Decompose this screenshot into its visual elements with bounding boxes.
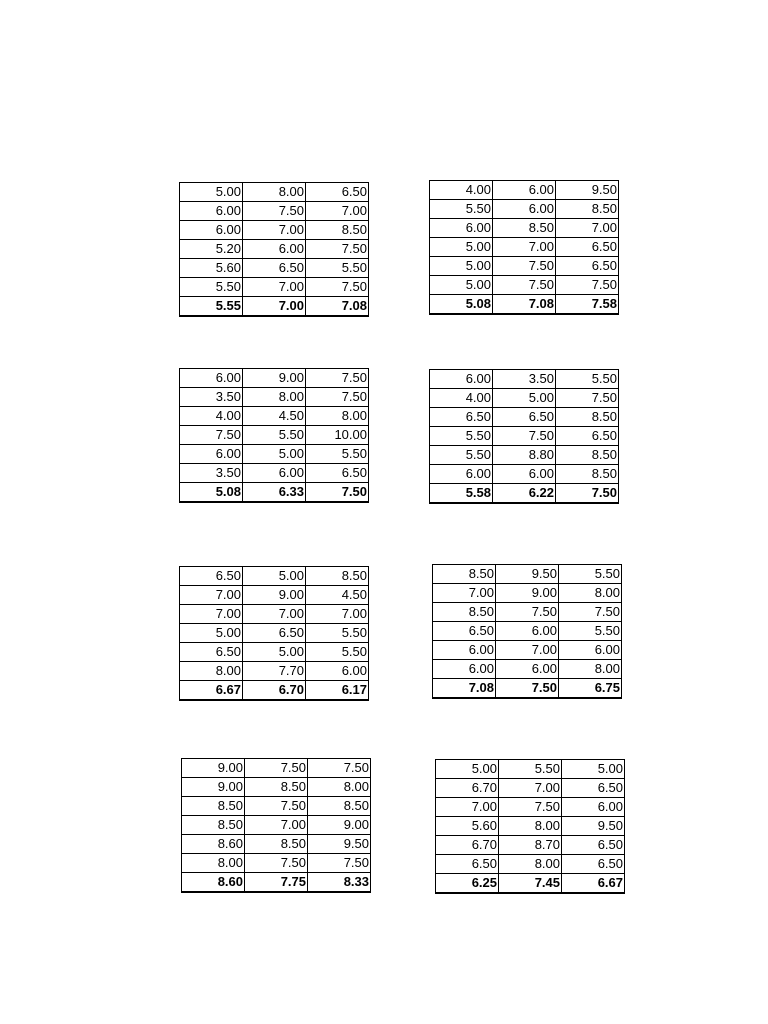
table-row (180, 624, 369, 643)
table-cell: 5.00 (562, 760, 625, 779)
table-cell: 8.00 (499, 855, 562, 874)
summary-cell: 7.08 (493, 295, 556, 315)
score-table-8 (435, 759, 625, 894)
table-cell: 7.50 (559, 603, 622, 622)
table-cell: 6.00 (493, 181, 556, 200)
table-row (436, 836, 625, 855)
table-cell: 8.50 (493, 219, 556, 238)
table-cell: 8.00 (499, 817, 562, 836)
table-cell: 8.00 (306, 407, 369, 426)
table-cell: 5.00 (430, 276, 493, 295)
table-row (430, 446, 619, 465)
table-cell: 6.00 (243, 464, 306, 483)
table-cell: 6.00 (430, 465, 493, 484)
table-cell: 5.00 (430, 238, 493, 257)
table-cell: 5.50 (499, 760, 562, 779)
summary-cell: 7.08 (306, 297, 369, 317)
table-cell: 6.00 (430, 370, 493, 389)
table-cell: 6.50 (430, 408, 493, 427)
summary-row (180, 483, 369, 503)
table-cell: 7.00 (433, 584, 496, 603)
table-cell: 7.00 (243, 221, 306, 240)
table-row (180, 445, 369, 464)
summary-cell: 5.08 (430, 295, 493, 315)
table-row (182, 854, 371, 873)
score-table-6 (432, 564, 622, 699)
table-cell: 6.00 (180, 221, 243, 240)
table-row (180, 259, 369, 278)
table-cell: 6.50 (180, 643, 243, 662)
table-cell: 8.50 (182, 816, 245, 835)
table-row (436, 760, 625, 779)
table-cell: 8.50 (245, 835, 308, 854)
table-row (180, 240, 369, 259)
table-cell: 8.00 (559, 584, 622, 603)
table-row (433, 641, 622, 660)
summary-cell: 5.08 (180, 483, 243, 503)
table-row (180, 586, 369, 605)
table-cell: 6.50 (433, 622, 496, 641)
table-cell: 8.60 (182, 835, 245, 854)
table-cell: 6.00 (562, 798, 625, 817)
table-cell: 8.50 (306, 567, 369, 586)
table-cell: 6.00 (180, 369, 243, 388)
table-cell: 6.50 (180, 567, 243, 586)
table-cell: 7.50 (245, 759, 308, 778)
table-row (180, 662, 369, 681)
table-cell: 8.00 (243, 388, 306, 407)
table-cell: 7.00 (243, 605, 306, 624)
table-cell: 7.50 (493, 427, 556, 446)
table-cell: 8.50 (306, 221, 369, 240)
table-cell: 9.00 (182, 759, 245, 778)
table-row (436, 855, 625, 874)
score-table-2 (429, 180, 619, 315)
table-cell: 5.00 (180, 183, 243, 202)
summary-cell: 8.33 (308, 873, 371, 893)
table-cell: 5.50 (306, 643, 369, 662)
table-cell: 8.50 (556, 200, 619, 219)
table-cell: 7.00 (496, 641, 559, 660)
summary-cell: 5.58 (430, 484, 493, 504)
table-row (433, 660, 622, 679)
summary-row (436, 874, 625, 894)
summary-cell: 7.75 (245, 873, 308, 893)
summary-cell: 6.70 (243, 681, 306, 701)
table-cell: 5.50 (306, 259, 369, 278)
table-cell: 7.00 (499, 779, 562, 798)
summary-cell: 7.58 (556, 295, 619, 315)
table-cell: 5.00 (493, 389, 556, 408)
table-row (433, 584, 622, 603)
score-table-3 (179, 368, 369, 503)
table-cell: 9.00 (243, 369, 306, 388)
table-row (430, 465, 619, 484)
summary-cell: 6.67 (180, 681, 243, 701)
table-cell: 7.00 (306, 202, 369, 221)
summary-cell: 6.17 (306, 681, 369, 701)
table-cell: 6.50 (562, 836, 625, 855)
table-cell: 5.50 (180, 278, 243, 297)
table-cell: 5.00 (243, 567, 306, 586)
table-cell: 5.50 (306, 445, 369, 464)
table-row (180, 278, 369, 297)
table-cell: 5.00 (430, 257, 493, 276)
summary-row (180, 297, 369, 317)
table-cell: 3.50 (493, 370, 556, 389)
table-cell: 6.70 (436, 779, 499, 798)
table-cell: 9.00 (496, 584, 559, 603)
table-cell: 8.00 (182, 854, 245, 873)
table-cell: 9.00 (182, 778, 245, 797)
table-cell: 9.50 (496, 565, 559, 584)
summary-cell: 7.00 (243, 297, 306, 317)
table-cell: 6.00 (433, 660, 496, 679)
table-cell: 6.00 (180, 445, 243, 464)
table-row (430, 276, 619, 295)
table-cell: 8.50 (556, 446, 619, 465)
table-row (182, 797, 371, 816)
table-cell: 7.50 (306, 388, 369, 407)
table-cell: 6.70 (436, 836, 499, 855)
summary-cell: 7.45 (499, 874, 562, 894)
summary-cell: 8.60 (182, 873, 245, 893)
table-cell: 7.50 (306, 278, 369, 297)
table-cell: 6.00 (559, 641, 622, 660)
table-cell: 6.00 (496, 660, 559, 679)
table-cell: 5.50 (430, 200, 493, 219)
table-row (430, 408, 619, 427)
table-row (430, 219, 619, 238)
table-cell: 6.50 (556, 257, 619, 276)
table-cell: 6.00 (496, 622, 559, 641)
table-cell: 3.50 (180, 464, 243, 483)
table-cell: 10.00 (306, 426, 369, 445)
table-cell: 7.00 (243, 278, 306, 297)
table-cell: 7.50 (556, 276, 619, 295)
table-cell: 6.50 (243, 259, 306, 278)
table-cell: 6.50 (556, 427, 619, 446)
table-cell: 8.50 (556, 408, 619, 427)
table-cell: 8.50 (245, 778, 308, 797)
summary-cell: 5.55 (180, 297, 243, 317)
score-table-7 (181, 758, 371, 893)
summary-cell: 7.08 (433, 679, 496, 699)
table-cell: 5.50 (430, 446, 493, 465)
table-cell: 8.50 (433, 565, 496, 584)
summary-cell: 7.50 (556, 484, 619, 504)
table-cell: 7.50 (306, 240, 369, 259)
table-cell: 4.50 (243, 407, 306, 426)
table-row (180, 464, 369, 483)
table-cell: 7.00 (180, 605, 243, 624)
table-row (180, 605, 369, 624)
table-cell: 4.00 (180, 407, 243, 426)
table-cell: 5.00 (180, 624, 243, 643)
table-cell: 6.00 (493, 465, 556, 484)
table-cell: 4.00 (430, 389, 493, 408)
table-cell: 5.50 (559, 622, 622, 641)
table-cell: 6.00 (433, 641, 496, 660)
table-row (180, 643, 369, 662)
table-row (180, 407, 369, 426)
table-cell: 7.50 (496, 603, 559, 622)
table-cell: 9.50 (308, 835, 371, 854)
table-row (180, 183, 369, 202)
table-cell: 8.50 (308, 797, 371, 816)
table-cell: 7.50 (308, 759, 371, 778)
table-cell: 5.00 (243, 445, 306, 464)
table-cell: 8.70 (499, 836, 562, 855)
table-cell: 5.00 (436, 760, 499, 779)
table-cell: 5.50 (559, 565, 622, 584)
table-cell: 7.70 (243, 662, 306, 681)
table-cell: 6.50 (306, 464, 369, 483)
summary-row (180, 681, 369, 701)
summary-cell: 7.50 (496, 679, 559, 699)
table-cell: 9.50 (556, 181, 619, 200)
table-row (180, 221, 369, 240)
table-row (430, 427, 619, 446)
table-row (430, 370, 619, 389)
score-table-5 (179, 566, 369, 701)
summary-row (433, 679, 622, 699)
table-cell: 7.50 (308, 854, 371, 873)
summary-cell: 7.50 (306, 483, 369, 503)
table-row (430, 200, 619, 219)
table-cell: 6.50 (562, 855, 625, 874)
table-cell: 7.00 (493, 238, 556, 257)
table-cell: 6.00 (243, 240, 306, 259)
table-cell: 9.00 (243, 586, 306, 605)
table-cell: 6.50 (436, 855, 499, 874)
table-cell: 8.00 (559, 660, 622, 679)
table-cell: 8.00 (308, 778, 371, 797)
table-cell: 5.50 (430, 427, 493, 446)
table-cell: 4.00 (430, 181, 493, 200)
table-row (180, 369, 369, 388)
table-cell: 8.50 (182, 797, 245, 816)
table-row (430, 257, 619, 276)
table-row (182, 778, 371, 797)
table-row (180, 202, 369, 221)
table-cell: 5.20 (180, 240, 243, 259)
table-row (436, 798, 625, 817)
table-cell: 7.00 (306, 605, 369, 624)
table-cell: 8.00 (243, 183, 306, 202)
table-cell: 8.50 (433, 603, 496, 622)
table-cell: 9.00 (308, 816, 371, 835)
table-cell: 5.50 (556, 370, 619, 389)
table-cell: 7.50 (556, 389, 619, 408)
table-cell: 9.50 (562, 817, 625, 836)
table-row (430, 181, 619, 200)
summary-row (430, 484, 619, 504)
summary-cell: 6.22 (493, 484, 556, 504)
table-cell: 6.50 (562, 779, 625, 798)
table-cell: 7.00 (180, 586, 243, 605)
table-cell: 7.50 (306, 369, 369, 388)
table-cell: 5.60 (436, 817, 499, 836)
table-cell: 7.50 (493, 276, 556, 295)
summary-row (430, 295, 619, 315)
table-cell: 8.00 (180, 662, 243, 681)
table-cell: 7.00 (556, 219, 619, 238)
table-cell: 4.50 (306, 586, 369, 605)
summary-cell: 6.25 (436, 874, 499, 894)
table-cell: 6.50 (493, 408, 556, 427)
table-cell: 7.50 (493, 257, 556, 276)
table-cell: 6.50 (306, 183, 369, 202)
table-cell: 8.80 (493, 446, 556, 465)
table-cell: 7.50 (180, 426, 243, 445)
table-cell: 5.50 (306, 624, 369, 643)
table-cell: 5.60 (180, 259, 243, 278)
table-cell: 7.00 (245, 816, 308, 835)
table-row (433, 622, 622, 641)
table-cell: 3.50 (180, 388, 243, 407)
summary-row (182, 873, 371, 893)
table-cell: 7.50 (243, 202, 306, 221)
table-row (436, 779, 625, 798)
table-cell: 5.00 (243, 643, 306, 662)
table-row (180, 426, 369, 445)
table-cell: 6.00 (180, 202, 243, 221)
table-cell: 7.00 (436, 798, 499, 817)
table-row (433, 565, 622, 584)
score-table-4 (429, 369, 619, 504)
table-cell: 7.50 (245, 854, 308, 873)
summary-cell: 6.67 (562, 874, 625, 894)
table-cell: 6.00 (306, 662, 369, 681)
summary-cell: 6.75 (559, 679, 622, 699)
score-table-1 (179, 182, 369, 317)
table-cell: 7.50 (499, 798, 562, 817)
table-row (430, 238, 619, 257)
table-cell: 8.50 (556, 465, 619, 484)
table-row (433, 603, 622, 622)
table-row (180, 388, 369, 407)
table-row (436, 817, 625, 836)
table-cell: 6.50 (556, 238, 619, 257)
table-row (430, 389, 619, 408)
table-cell: 6.50 (243, 624, 306, 643)
table-cell: 5.50 (243, 426, 306, 445)
table-row (180, 567, 369, 586)
table-row (182, 759, 371, 778)
table-row (182, 816, 371, 835)
table-row (182, 835, 371, 854)
table-cell: 7.50 (245, 797, 308, 816)
table-cell: 6.00 (493, 200, 556, 219)
summary-cell: 6.33 (243, 483, 306, 503)
table-cell: 6.00 (430, 219, 493, 238)
